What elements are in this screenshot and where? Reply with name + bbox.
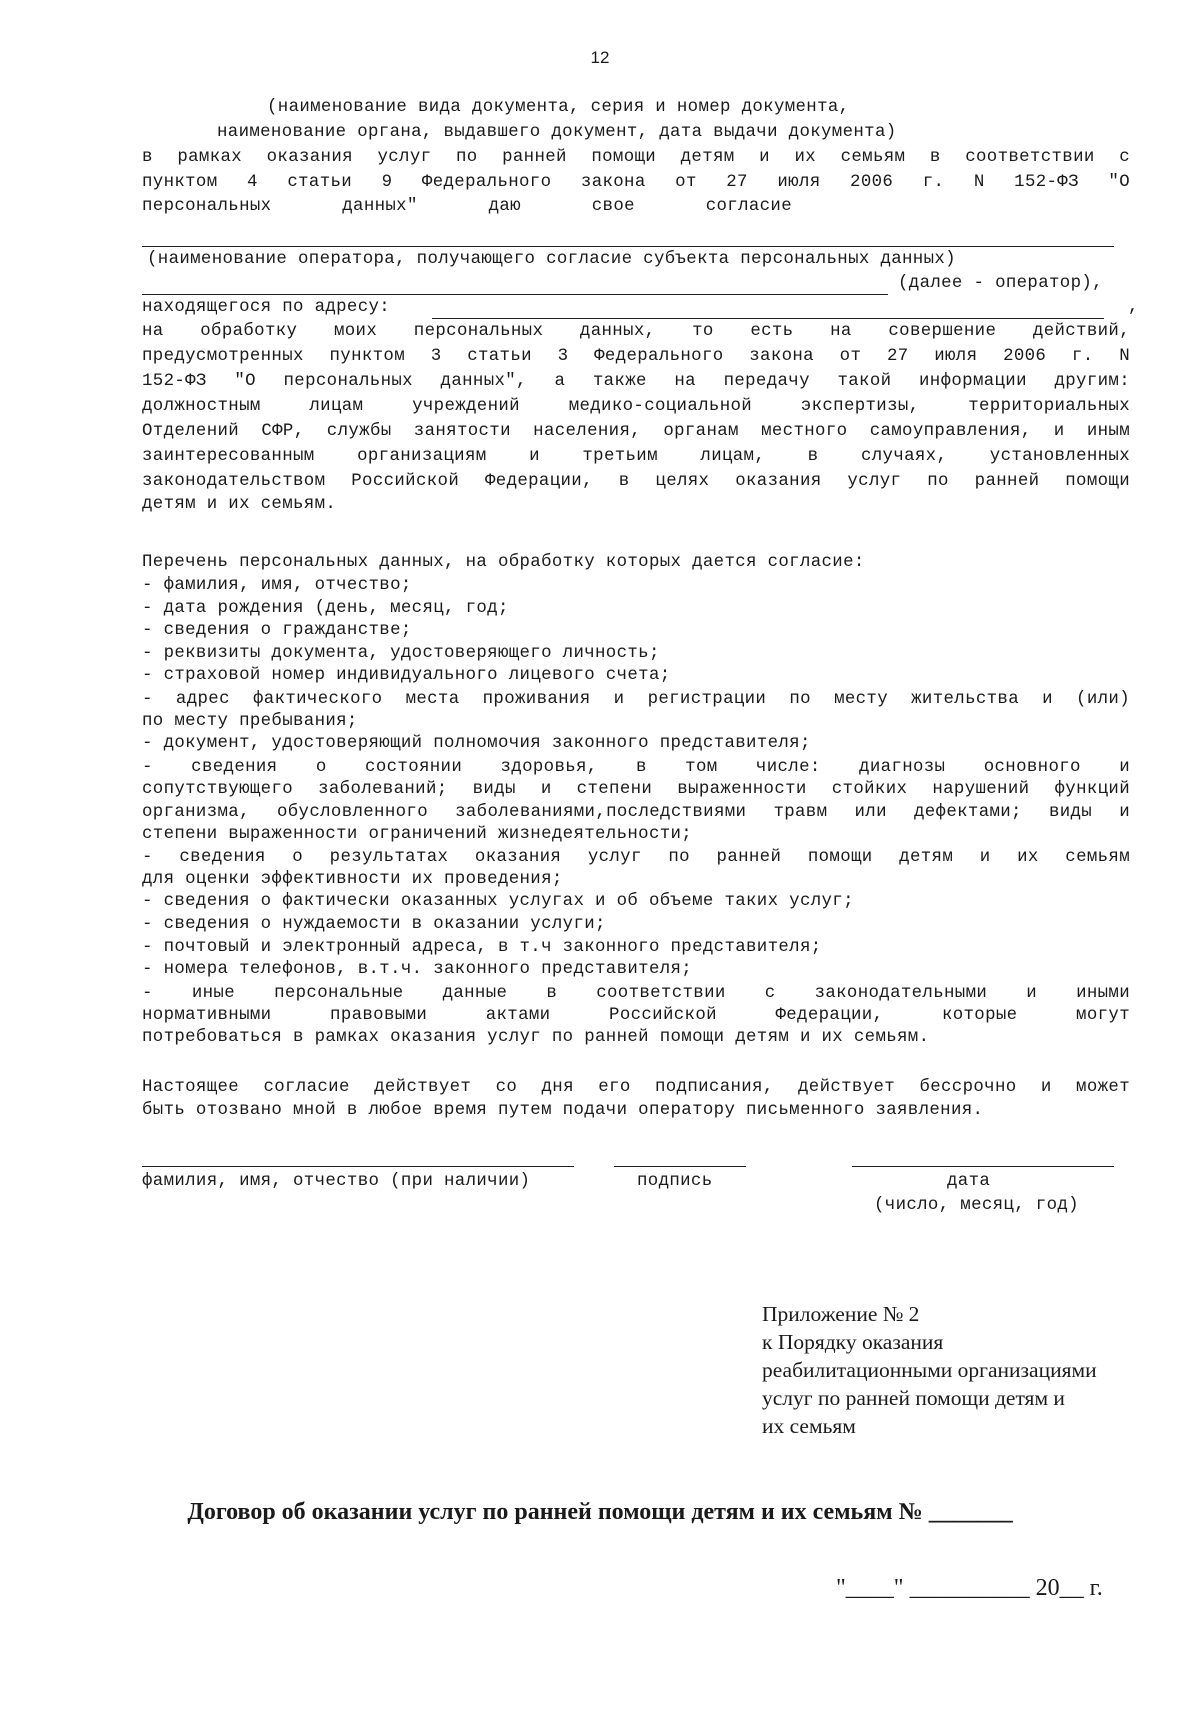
address-fill-line [432,318,1104,319]
personal-data-list-item: потребоваться в рамках оказания услуг по ранней помощи детям и их семьям. [142,1028,930,1047]
validity-line: быть отозвано мной в любое время путем подачи оператору письменного заявления. [142,1101,984,1120]
consent-body-line: пунктом 4 статьи 9 Федерального закона от 27 июля 2006 г. N 152-ФЗ "О [142,173,1130,192]
contract-title: Договор об оказании услуг по ранней помощи детям и их семьям № _______ [187,1499,1013,1525]
personal-data-list-item: - адрес фактического места проживания и регистрации по месту жительства и (или) [142,690,1130,709]
personal-data-list-item: - сведения о фактически оказанных услугах и об объеме таких услуг; [142,892,854,912]
date-signature-line [852,1166,1114,1167]
signature-line [614,1166,746,1167]
appendix-line: услуг по ранней помощи детям и [762,1386,1065,1410]
appendix-line: их семьям [762,1414,856,1438]
consent-body-line: на обработку моих персональных данных, то есть на совершение действий, [142,322,1130,341]
personal-data-list-item: - сведения о нуждаемости в оказании услуги; [142,915,606,934]
validity-line: Настоящее согласие действует со дня его подписания, действует бессрочно и может [142,1078,1130,1097]
contract-date-line: "____" __________ 20__ г. [836,1575,1103,1601]
personal-data-list-item: сопутствующего заболеваний; виды и степени выраженности стойких нарушений функций [142,780,1130,800]
data-list-intro: Перечень персональных данных, на обработку которых дается согласие: [142,553,865,572]
appendix-line: к Порядку оказания [762,1330,944,1354]
date-caption: дата [947,1172,991,1191]
personal-data-list-item: нормативными правовыми актами Российской Федерации, которые могут [142,1006,1130,1026]
personal-data-list-item: организма, обусловленного заболеваниями,последствиями травм или дефектами; виды и [142,803,1130,822]
personal-data-list-item: - номера телефонов, в.т.ч. законного представителя; [142,960,693,980]
personal-data-list-item: - сведения о результатах оказания услуг по ранней помощи детям и их семьям [142,848,1130,868]
personal-data-list-item: - реквизиты документа, удостоверяющего личность; [142,643,660,663]
personal-data-list-item: - сведения о гражданстве; [142,621,412,641]
consent-body-line: 152-ФЗ "О персональных данных", а также на передачу такой информации другим: [142,372,1130,391]
address-label: находящегося по адресу: [142,298,391,317]
document-caption-line-2: наименование органа, выдавшего документ, дата выдачи документа) [217,123,897,142]
date-format-caption: (число, месяц, год) [874,1196,1079,1215]
address-tail: , [1128,298,1139,317]
consent-body-line: детям и их семьям. [142,495,337,514]
personal-data-list-item: для оценки эффективности их проведения; [142,869,563,889]
personal-data-list-item: - почтовый и электронный адреса, в т.ч законного представителя; [142,937,822,957]
personal-data-list-item: - дата рождения (день, месяц, год; [142,598,509,618]
appendix-line: Приложение № 2 [762,1302,920,1326]
personal-data-list-item: - сведения о состоянии здоровья, в том числе: диагнозы основного и [142,757,1130,777]
page-number: 12 [590,48,610,67]
consent-body-line: Отделений СФР, службы занятости населения, органам местного самоуправления, и иным [142,422,1130,441]
appendix-line: реабилитационными организациями [762,1358,1097,1382]
operator-tail: (далее - оператор), [898,274,1103,293]
personal-data-list-item: степени выраженности ограничений жизнедеятельности; [142,824,693,844]
operator-name-fill-line [142,246,1114,247]
operator-fill-line [142,294,888,295]
appendix-block [762,1300,1097,1440]
consent-body-line: законодательством Российской Федерации, в целях оказания услуг по ранней помощи [142,472,1130,491]
personal-data-list-item: - страховой номер индивидуального лицевого счета; [142,666,671,686]
personal-data-list-item: - документ, удостоверяющий полномочия законного представителя; [142,734,811,754]
operator-caption: (наименование оператора, получающего согласие субъекта персональных данных) [147,250,956,269]
document-caption-line-1: (наименование вида документа, серия и номер документа, [267,98,850,117]
consent-body-line: персональных данных" даю свое согласие [142,197,792,216]
personal-data-list-item: по месту пребывания; [142,711,358,731]
consent-body-line: в рамках оказания услуг по ранней помощи детям и их семьям в соответствии с [142,148,1130,167]
consent-body-line: заинтересованным организациям и третьим лицам, в случаях, установленных [142,447,1130,466]
consent-body-line: предусмотренных пунктом 3 статьи 3 Федерального закона от 27 июля 2006 г. N [142,347,1130,366]
name-signature-line [142,1166,574,1167]
signature-caption: подпись [637,1172,713,1191]
personal-data-list-item: - фамилия, имя, отчество; [142,576,412,595]
personal-data-list-item: - иные персональные данные в соответствии с законодательными и иными [142,983,1130,1003]
name-caption: фамилия, имя, отчество (при наличии) [142,1172,531,1191]
consent-body-line: должностным лицам учреждений медико-социальной экспертизы, территориальных [142,397,1130,416]
